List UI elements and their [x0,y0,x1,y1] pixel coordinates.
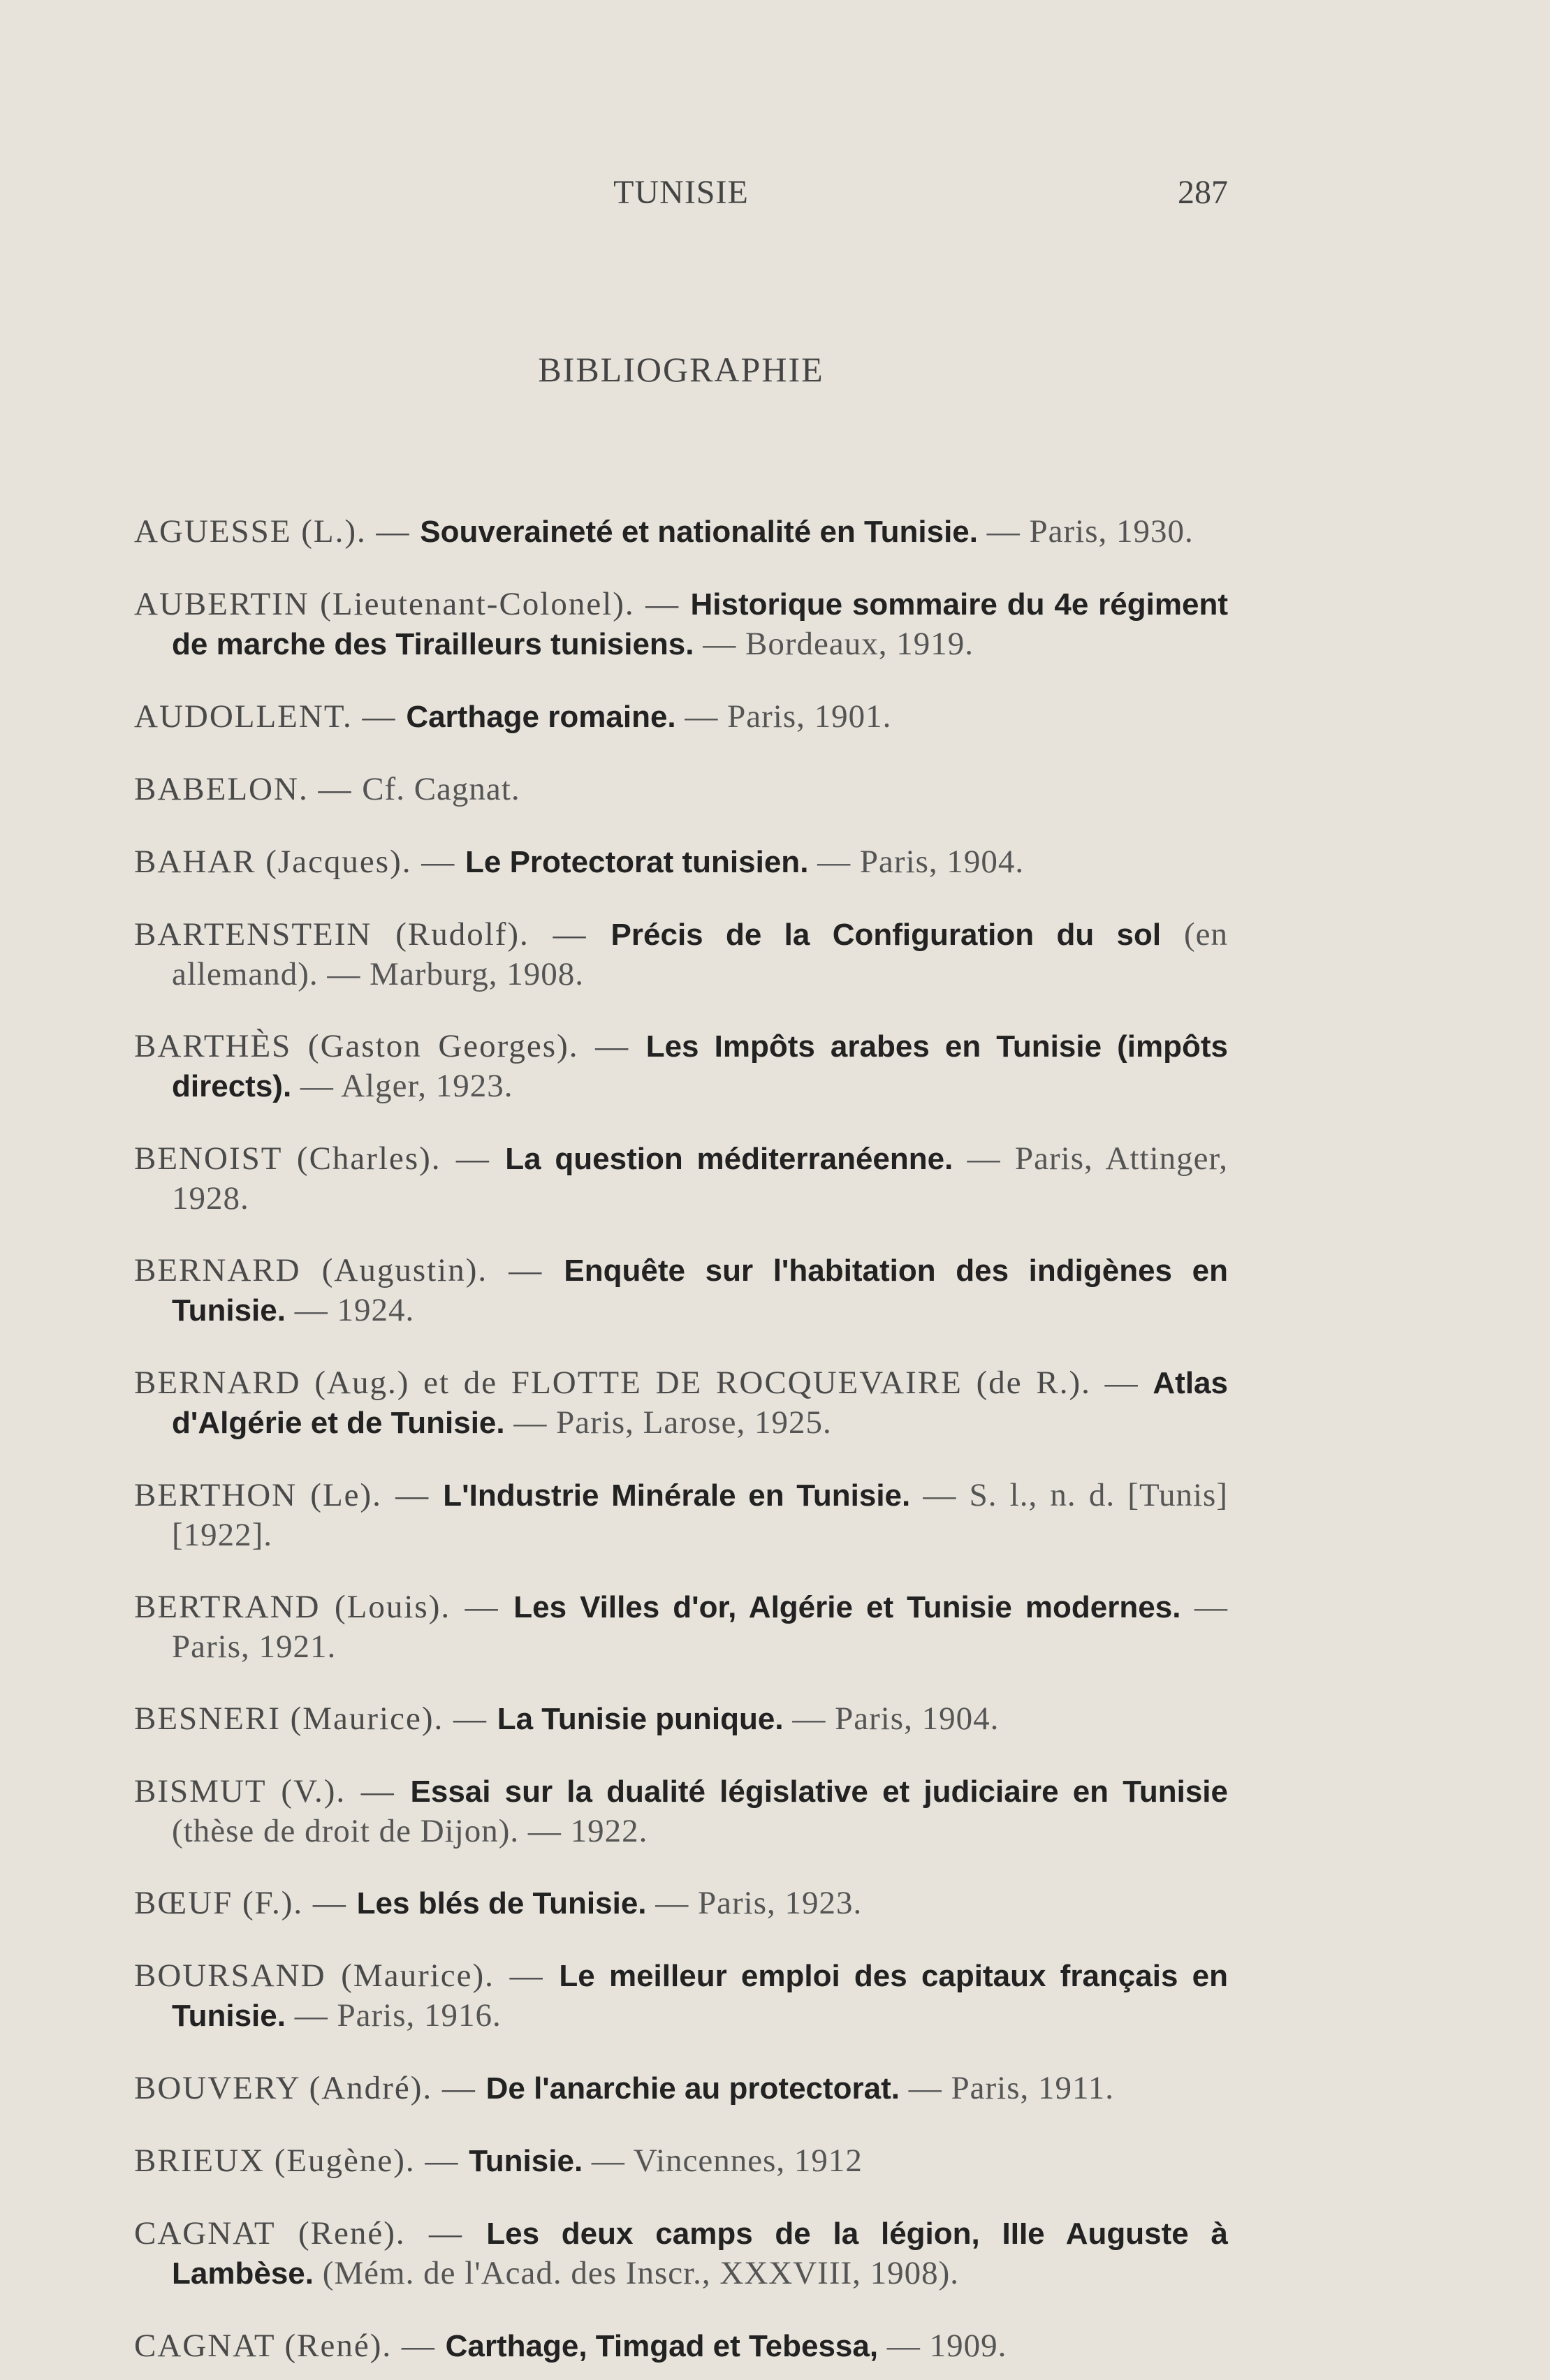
entry-title: De l'anarchie au protectorat. [485,2071,900,2106]
bibliography-entry [134,512,1228,552]
entry-publication: (Mém. de l'Acad. des Inscr., XXXVIII, 1908). [313,2255,960,2291]
entry-publication: — Paris, 1904. [783,1700,1000,1737]
entry-title: Tunisie. [469,2144,583,2178]
entry-author: BENOIST (Charles). — [134,1140,506,1177]
entry-title: L'Industrie Minérale en Tunisie. [443,1478,911,1513]
running-title: TUNISIE [613,174,749,211]
entry-publication: — Paris, 1904. [808,844,1025,880]
entry-title: Essai sur la dualité législative et judiciaire en Tunisie [410,1775,1228,1809]
entry-publication: (thèse de droit de Dijon). — 1922. [172,1813,648,1849]
bibliography-entry [134,2069,1228,2108]
entry-title: Enquête sur l'habitation des indigènes en Tunisie. [172,1254,1228,1328]
entry-author: BERNARD (Aug.) et de FLOTTE DE ROCQUEVAIRE (de R.). — [134,1365,1153,1401]
entry-publication: — Paris, Attinger, 1928. [172,1140,1229,1217]
bibliography-entry [134,770,1228,809]
entry-publication: — Paris, 1911. [900,2070,1115,2106]
entry-author: BAHAR (Jacques). — [134,844,465,880]
entry-title: Carthage romaine. [406,700,676,734]
page-number: 287 [1178,174,1228,211]
bibliography-entry [134,1251,1228,1330]
entry-author: BARTENSTEIN (Rudolf). — [134,916,611,953]
entry-title: Précis de la Configuration du sol [611,918,1162,952]
entry-publication: — S. l., n. d. [Tunis] [1922]. [172,1477,1228,1553]
bibliography-entry [134,1363,1228,1443]
entry-author: BARTHÈS (Gaston Georges). — [134,1028,646,1064]
bibliography-entry [134,1956,1228,2036]
entry-title: Les Impôts arabes en Tunisie (impôts directs). [172,1029,1229,1103]
entry-author: BOUVERY (André). — [134,2070,486,2106]
bibliography-entry [134,697,1228,737]
entry-title: Atlas d'Algérie et de Tunisie. [172,1366,1228,1440]
entry-author: BISMUT (V.). — [134,1773,411,1809]
entry-author: BRIEUX (Eugène). — [134,2143,469,2179]
entry-publication: — Bordeaux, 1919. [694,626,974,662]
entry-author: BERTHON (Le). — [134,1477,444,1513]
bibliography-entry [134,1772,1228,1851]
entry-publication: — Paris, 1921. [172,1589,1228,1665]
entry-author: BABELON. — [134,771,363,807]
entry-author: BERTRAND (Louis). — [134,1589,514,1625]
bibliography-entry [134,1476,1228,1555]
entry-publication: — Alger, 1923. [291,1068,513,1104]
entry-author: BESNERI (Maurice). — [134,1700,497,1737]
bibliography-entry [134,585,1228,664]
entry-author: AGUESSE (L.). — [134,513,421,550]
bibliography-entry [134,1139,1228,1218]
bibliography-entry [134,1883,1228,1923]
entry-title: Les blés de Tunisie. [356,1886,647,1920]
entry-author: CAGNAT (René). — [134,2328,446,2364]
entry-publication: Cf. Cagnat. [362,771,520,807]
entry-author: AUBERTIN (Lieutenant-Colonel). — [134,586,691,622]
entry-author: BOURSAND (Maurice). — [134,1957,560,1994]
entry-title: Historique sommaire du 4e régiment de marche des Tirailleurs tunisiens. [172,587,1228,661]
entry-author: AUDOLLENT. — [134,698,407,735]
entry-title: Le Protectorat tunisien. [465,845,809,879]
bibliography-entry [134,915,1228,994]
entry-publication: (en allemand). — Marburg, 1908. [172,916,1229,992]
entry-title: Carthage, Timgad et Tebessa, [445,2329,879,2363]
entry-title: Les Villes d'or, Algérie et Tunisie modernes. [513,1590,1181,1624]
bibliography-entry [134,1699,1228,1739]
bibliography-list [134,479,1228,2380]
section-title: BIBLIOGRAPHIE [538,350,824,389]
entry-title: La Tunisie punique. [497,1702,784,1736]
bibliography-entry [134,1027,1228,1106]
bibliography-entry [134,2326,1228,2366]
bibliography-entry [134,1587,1228,1666]
entry-publication: — 1909. [878,2328,1007,2364]
entry-title: Les deux camps de la légion, IIIe Auguste à Lambèse. [172,2217,1228,2291]
entry-publication: — Paris, 1923. [646,1885,863,1921]
entry-publication: — 1924. [285,1292,415,1328]
entry-publication: — Vincennes, 1912 [583,2143,863,2179]
entry-title: Le meilleur emploi des capitaux français en Tunisie. [172,1959,1229,2033]
bibliography-entry [134,2141,1228,2181]
entry-title: La question méditerranéenne. [505,1142,953,1176]
bibliography-entry [134,2214,1228,2293]
entry-publication: — Paris, Larose, 1925. [504,1404,832,1441]
entry-title: Souveraineté et nationalité en Tunisie. [420,515,978,549]
running-head [134,173,1228,222]
entry-author: BŒUF (F.). — [134,1885,357,1921]
entry-publication: — Paris, 1930. [978,513,1194,550]
entry-author: CAGNAT (René). — [134,2215,487,2252]
bibliography-entry [134,842,1228,882]
entry-author: BERNARD (Augustin). — [134,1252,564,1288]
entry-publication: — Paris, 1916. [285,1997,502,2034]
entry-publication: — Paris, 1901. [675,698,892,735]
